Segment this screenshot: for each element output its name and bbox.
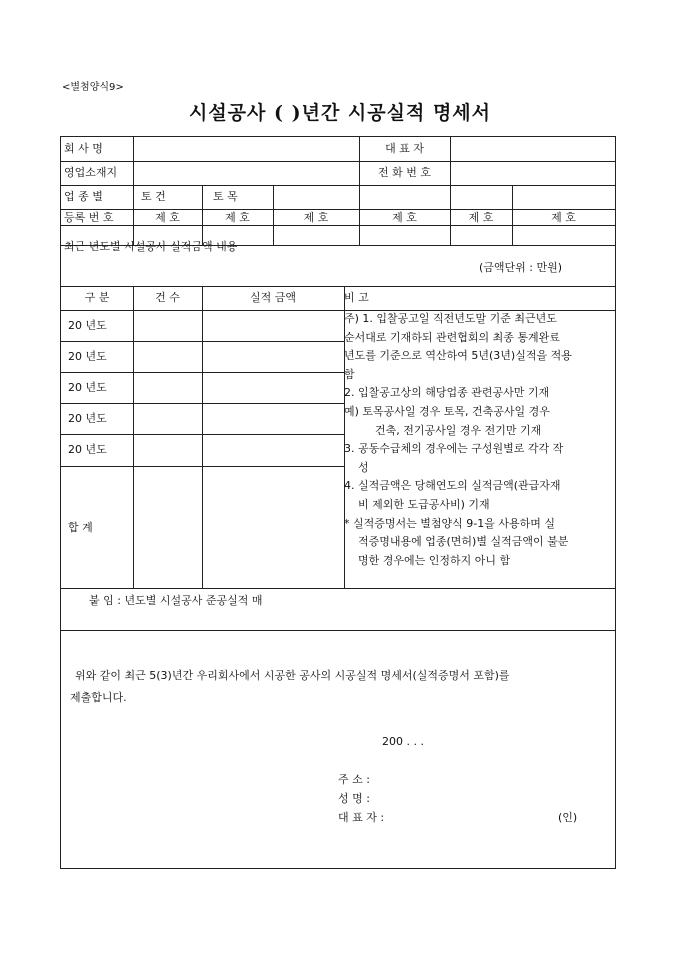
business-type-label: 업 종 별	[64, 190, 103, 203]
year-row-label: 20 년도	[68, 350, 107, 363]
row-divider	[61, 630, 615, 631]
remarks-notes	[344, 310, 616, 570]
row-divider	[61, 161, 615, 162]
col-remarks-header: 비 고	[344, 291, 369, 304]
note-line: 예) 토목공사일 경우 토목, 건축공사일 경우	[344, 404, 550, 418]
type-civil: 토 목	[213, 190, 238, 203]
document-title: 시설공사 ( )년간 시공실적 명세서	[188, 102, 492, 124]
year-row-label: 20 년도	[68, 443, 107, 456]
type-civil-building: 토 건	[141, 190, 166, 203]
registration-no-cell: 제 호	[551, 211, 576, 224]
year-row-label: 20 년도	[68, 381, 107, 394]
signature-name-label: 성 명 :	[338, 792, 370, 805]
note-line: 함	[344, 367, 355, 381]
note-line: 주) 1. 입찰공고일 직전년도말 기준 최근년도	[344, 312, 557, 325]
note-line: 명한 경우에는 인정하지 아니 함	[358, 553, 511, 567]
year-row-label: 20 년도	[68, 412, 107, 425]
col-count-header: 건 수	[155, 291, 180, 304]
seal-mark: (인)	[558, 811, 578, 824]
submission-date: 200 . . .	[382, 735, 424, 748]
col-divider	[133, 137, 134, 245]
phone-label: 전 화 번 호	[378, 166, 431, 179]
year-row-label: 20 년도	[68, 319, 107, 332]
business-address-label: 영업소재지	[64, 166, 118, 179]
section-heading: 최근 년도별 시설공사 실적금액 내용	[64, 240, 238, 253]
row-divider	[61, 225, 615, 226]
col-divider	[202, 286, 203, 588]
row-divider	[61, 209, 615, 210]
registration-no-cell: 제 호	[392, 211, 417, 224]
note-line: 적증명내용에 업종(면허)별 실적금액이 불분	[358, 535, 569, 549]
col-amount-header: 실적 금액	[249, 291, 296, 304]
col-divider	[450, 137, 451, 245]
col-category-header: 구 분	[84, 291, 110, 304]
col-divider	[133, 286, 134, 588]
statement-text: 제출합니다.	[70, 691, 127, 704]
registration-no-cell: 제 호	[468, 211, 494, 224]
signature-address-label: 주 소 :	[338, 773, 370, 786]
note-line: 성	[358, 460, 369, 474]
registration-no-cell: 제 호	[303, 211, 329, 224]
amount-unit: (금액단위 : 만원)	[479, 261, 563, 274]
note-line: 2. 입찰공고상의 해당업종 관련공사만 기재	[344, 386, 550, 400]
representative-label: 대 표 자	[385, 142, 424, 155]
form-table	[60, 136, 616, 869]
company-name-label: 회 사 명	[64, 142, 103, 155]
note-line: * 실적증명서는 별첨양식 9-1을 사용하며 실	[344, 516, 555, 530]
attachment-form-label: <별첨양식9>	[62, 82, 124, 93]
note-line: 4. 실적금액은 당해연도의 실적금액(관급자재	[344, 479, 561, 493]
note-line: 순서대로 기재하되 관련협회의 최종 통계완료	[344, 330, 560, 344]
signature-representative-label: 대 표 자 :	[338, 811, 385, 824]
note-line: 비 제외한 도급공사비) 기재	[358, 497, 490, 511]
row-divider	[61, 286, 615, 287]
row-divider	[61, 588, 615, 589]
note-line: 년도를 기준으로 역산하여 5년(3년)실적을 적용	[344, 349, 572, 363]
attachment-note: 붙 임 : 년도별 시설공사 준공실적 매	[89, 594, 263, 607]
note-line: 3. 공동수급체의 경우에는 구성원별로 각각 작	[344, 442, 564, 456]
statement-text: 위와 같이 최근 5(3)년간 우리회사에서 시공한 공사의 시공실적 명세서(실적증명서 포함)를	[75, 669, 510, 682]
registration-no-cell: 제 호	[225, 211, 250, 224]
note-line: 건축, 전기공사일 경우 전기만 기재	[375, 423, 542, 437]
registration-no-cell: 제 호	[155, 211, 180, 224]
total-label: 합 계	[68, 521, 93, 534]
registration-no-label: 등록 번 호	[64, 211, 114, 224]
row-divider	[61, 185, 615, 186]
